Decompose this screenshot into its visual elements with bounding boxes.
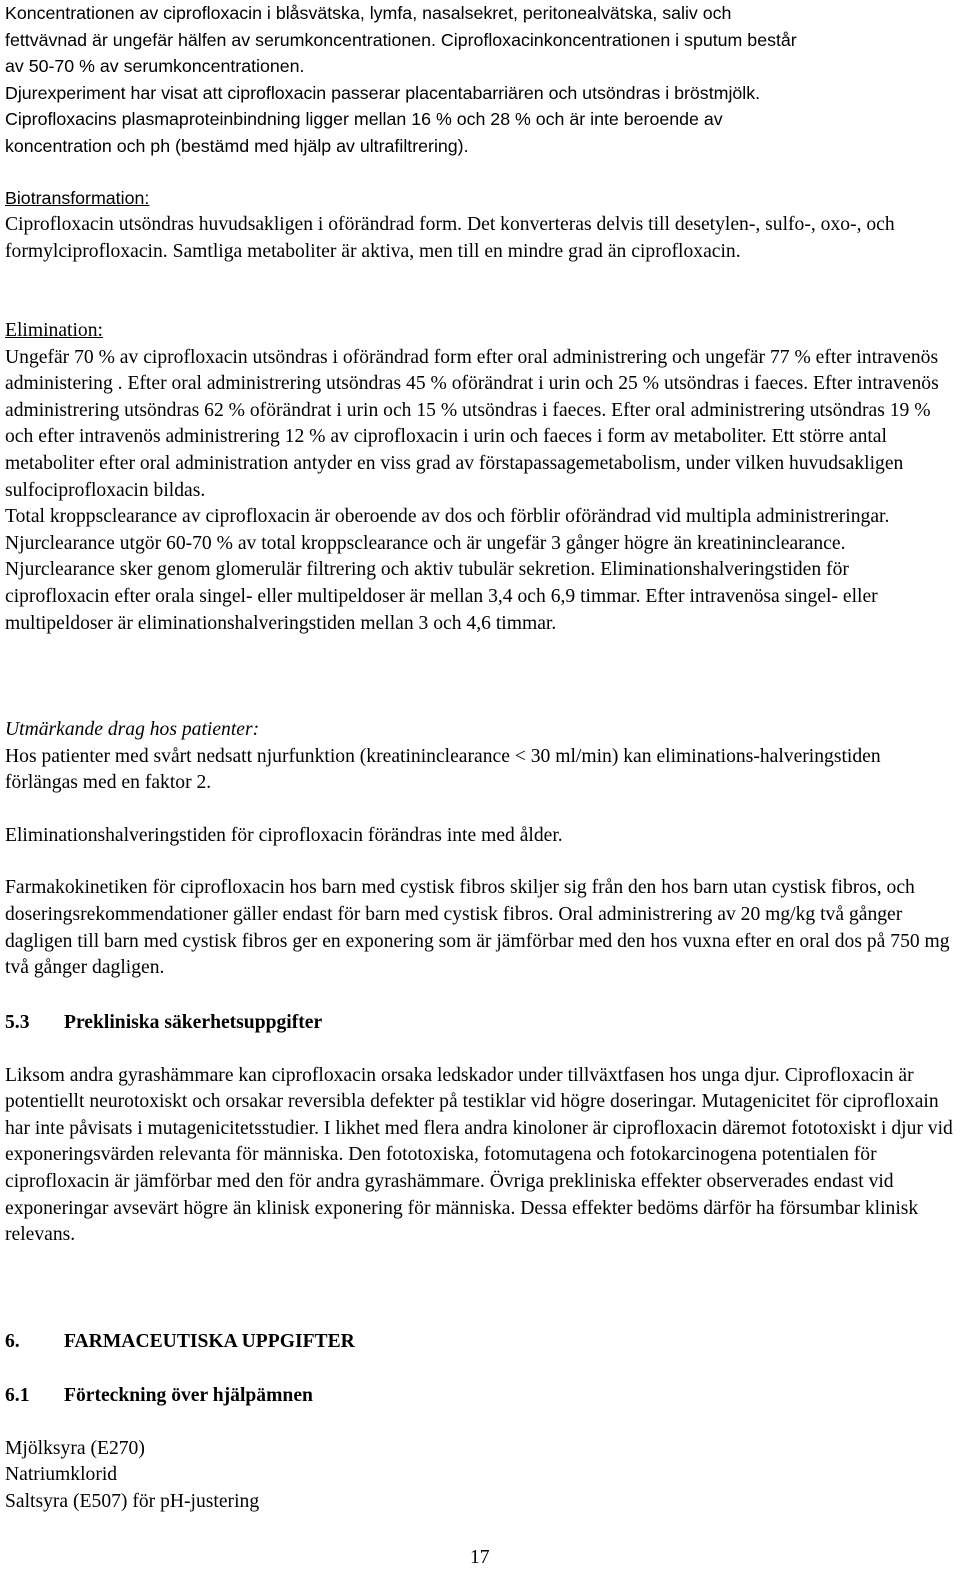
excipient-item: Mjölksyra (E270) (5, 1437, 145, 1459)
patients-heading: Utmärkande drag hos patienter: (5, 719, 260, 740)
patients-text-1: Hos patienter med svårt nedsatt njurfunktion (kreatininclearance < 30 ml/min) kan eliminations-halveringstiden förlängas med en faktor 2. (5, 745, 881, 794)
distribution-paragraph (5, 0, 797, 160)
section-title: Prekliniska säkerhetsuppgifter (64, 1012, 323, 1033)
excipient-list (5, 1436, 955, 1516)
section-5-3 (5, 1010, 955, 1249)
text-line: Ciprofloxacins plasmaproteinbindning ligger mellan 16 % och 28 % och är inte beroende av (5, 109, 723, 130)
section-5-3-heading (5, 1010, 955, 1037)
text-line: av 50-70 % av serumkoncentrationen. (5, 56, 305, 77)
section-6 (5, 1329, 955, 1356)
text-line: koncentration och ph (bestämd med hjälp av ultrafiltrering). (5, 135, 469, 156)
section-number: 6. (5, 1331, 20, 1352)
patients-text-2: Eliminationshalveringstiden för ciprofloxacin förändras inte med ålder. (5, 824, 563, 846)
text-line: Koncentrationen av ciprofloxacin i blåsvätska, lymfa, nasalsekret, peritonealvätska, saliv och (5, 3, 732, 23)
biotransformation-body (5, 212, 955, 265)
elimination-heading: Elimination: (5, 320, 103, 341)
section-title: FARMACEUTISKA UPPGIFTER (64, 1331, 355, 1352)
section-5-3-text: Liksom andra gyrashämmare kan ciprofloxacin orsaka ledskador under tillväxtfasen hos unga djur. Ciprofloxacin är potentiellt neurotoxiskt och orsakar reversibla defekter på testiklar vid högre doseringar. Mutagenicitet för ciprofloxain har inte påvisats i mutagenicitetsstudier. I likhet med flera andra kinoloner är ciprofloxacin däremot fototoxiskt i djur vid exponeringsvärden relevanta för människa. Den fototoxiska, fotomutagena och fotokarcinogena potentialen för ciprofloxacin är jämförbar med den för andra gyrashämmare. Övriga prekliniska effekter observerades endast vid exponeringar avsevärt högre än klinisk exponering för människa. Dessa effekter bedöms därför ha försumbar klinisk relevans. (5, 1064, 953, 1246)
section-number: 6.1 (5, 1385, 30, 1406)
section-number: 5.3 (5, 1012, 30, 1033)
biotransformation-section (5, 185, 955, 212)
section-6-1 (5, 1383, 955, 1515)
text-line: Djurexperiment har visat att ciprofloxacin passerar placentabarriären och utsöndras i bröstmjölk. (5, 82, 761, 103)
section-title: Förteckning över hjälpämnen (64, 1385, 313, 1406)
elimination-section (5, 318, 955, 637)
section-6-1-heading (5, 1383, 955, 1410)
section-6-heading (5, 1329, 955, 1356)
excipient-item: Saltsyra (E507) för pH-justering (5, 1490, 260, 1512)
patients-text-3: Farmakokinetiken för ciprofloxacin hos barn med cystisk fibros skiljer sig från den hos barn utan cystisk fibros, och doseringsrekommendationer gäller endast för barn med cystisk fibros. Oral administrering av 20 mg/kg två gånger dagligen till barn med cystisk fibros ger en exponering som är jämförbar med den hos vuxna efter en oral dos på 750 mg två gånger dagligen. (5, 877, 950, 979)
text-line: fettvävnad är ungefär hälfen av serumkoncentrationen. Ciprofloxacinkoncentrationen i sputum består (5, 29, 797, 50)
page-number: 17 (470, 1547, 490, 1568)
elimination-text-1: Ungefär 70 % av ciprofloxacin utsöndras i oförändrad form efter oral administrering och ungefär 77 % efter intravenös administering . Efter oral administrering utsöndras 45 % oförändrat i urin och 25 % utsöndras i faeces. Efter intravenös administrering utsöndras 62 % oförändrat i urin och 15 % utsöndras i faeces. Efter oral administrering utsöndras 19 % och efter intravenös administrering 12 % av ciprofloxacin i urin och faeces i form av metaboliter. Ett större antal metaboliter efter oral administration antyder en viss grad av förstapassagemetabolism, under vilken huvudsakligen sulfociprofloxacin bildas. (5, 346, 939, 501)
patients-section (5, 717, 955, 982)
biotransformation-heading: Biotransformation: (5, 188, 150, 208)
biotransformation-text: Ciprofloxacin utsöndras huvudsakligen i oförändrad form. Det konverteras delvis till desetylen-, sulfo-, oxo-, och formylciprofloxacin. Samtliga metaboliter är aktiva, men till en mindre grad än ciprofloxacin. (5, 214, 895, 262)
elimination-text-2: Total kroppsclearance av ciprofloxacin är oberoende av dos och förblir oförändrad vid multipla administreringar. Njurclearance utgör 60-70 % av total kroppsclearance och är ungefär 3 gånger högre än kreatininclearance. Njurclearance sker genom glomerulär filtrering och aktiv tubulär sekretion. Eliminationshalveringstiden för ciprofloxacin efter orala singel- eller multipeldoser är mellan 3,4 och 6,9 timmar. Efter intravenösa singel- eller multipeldoser är eliminationshalveringstiden mellan 3 och 4,6 timmar. (5, 506, 890, 634)
excipient-item: Natriumklorid (5, 1464, 118, 1486)
